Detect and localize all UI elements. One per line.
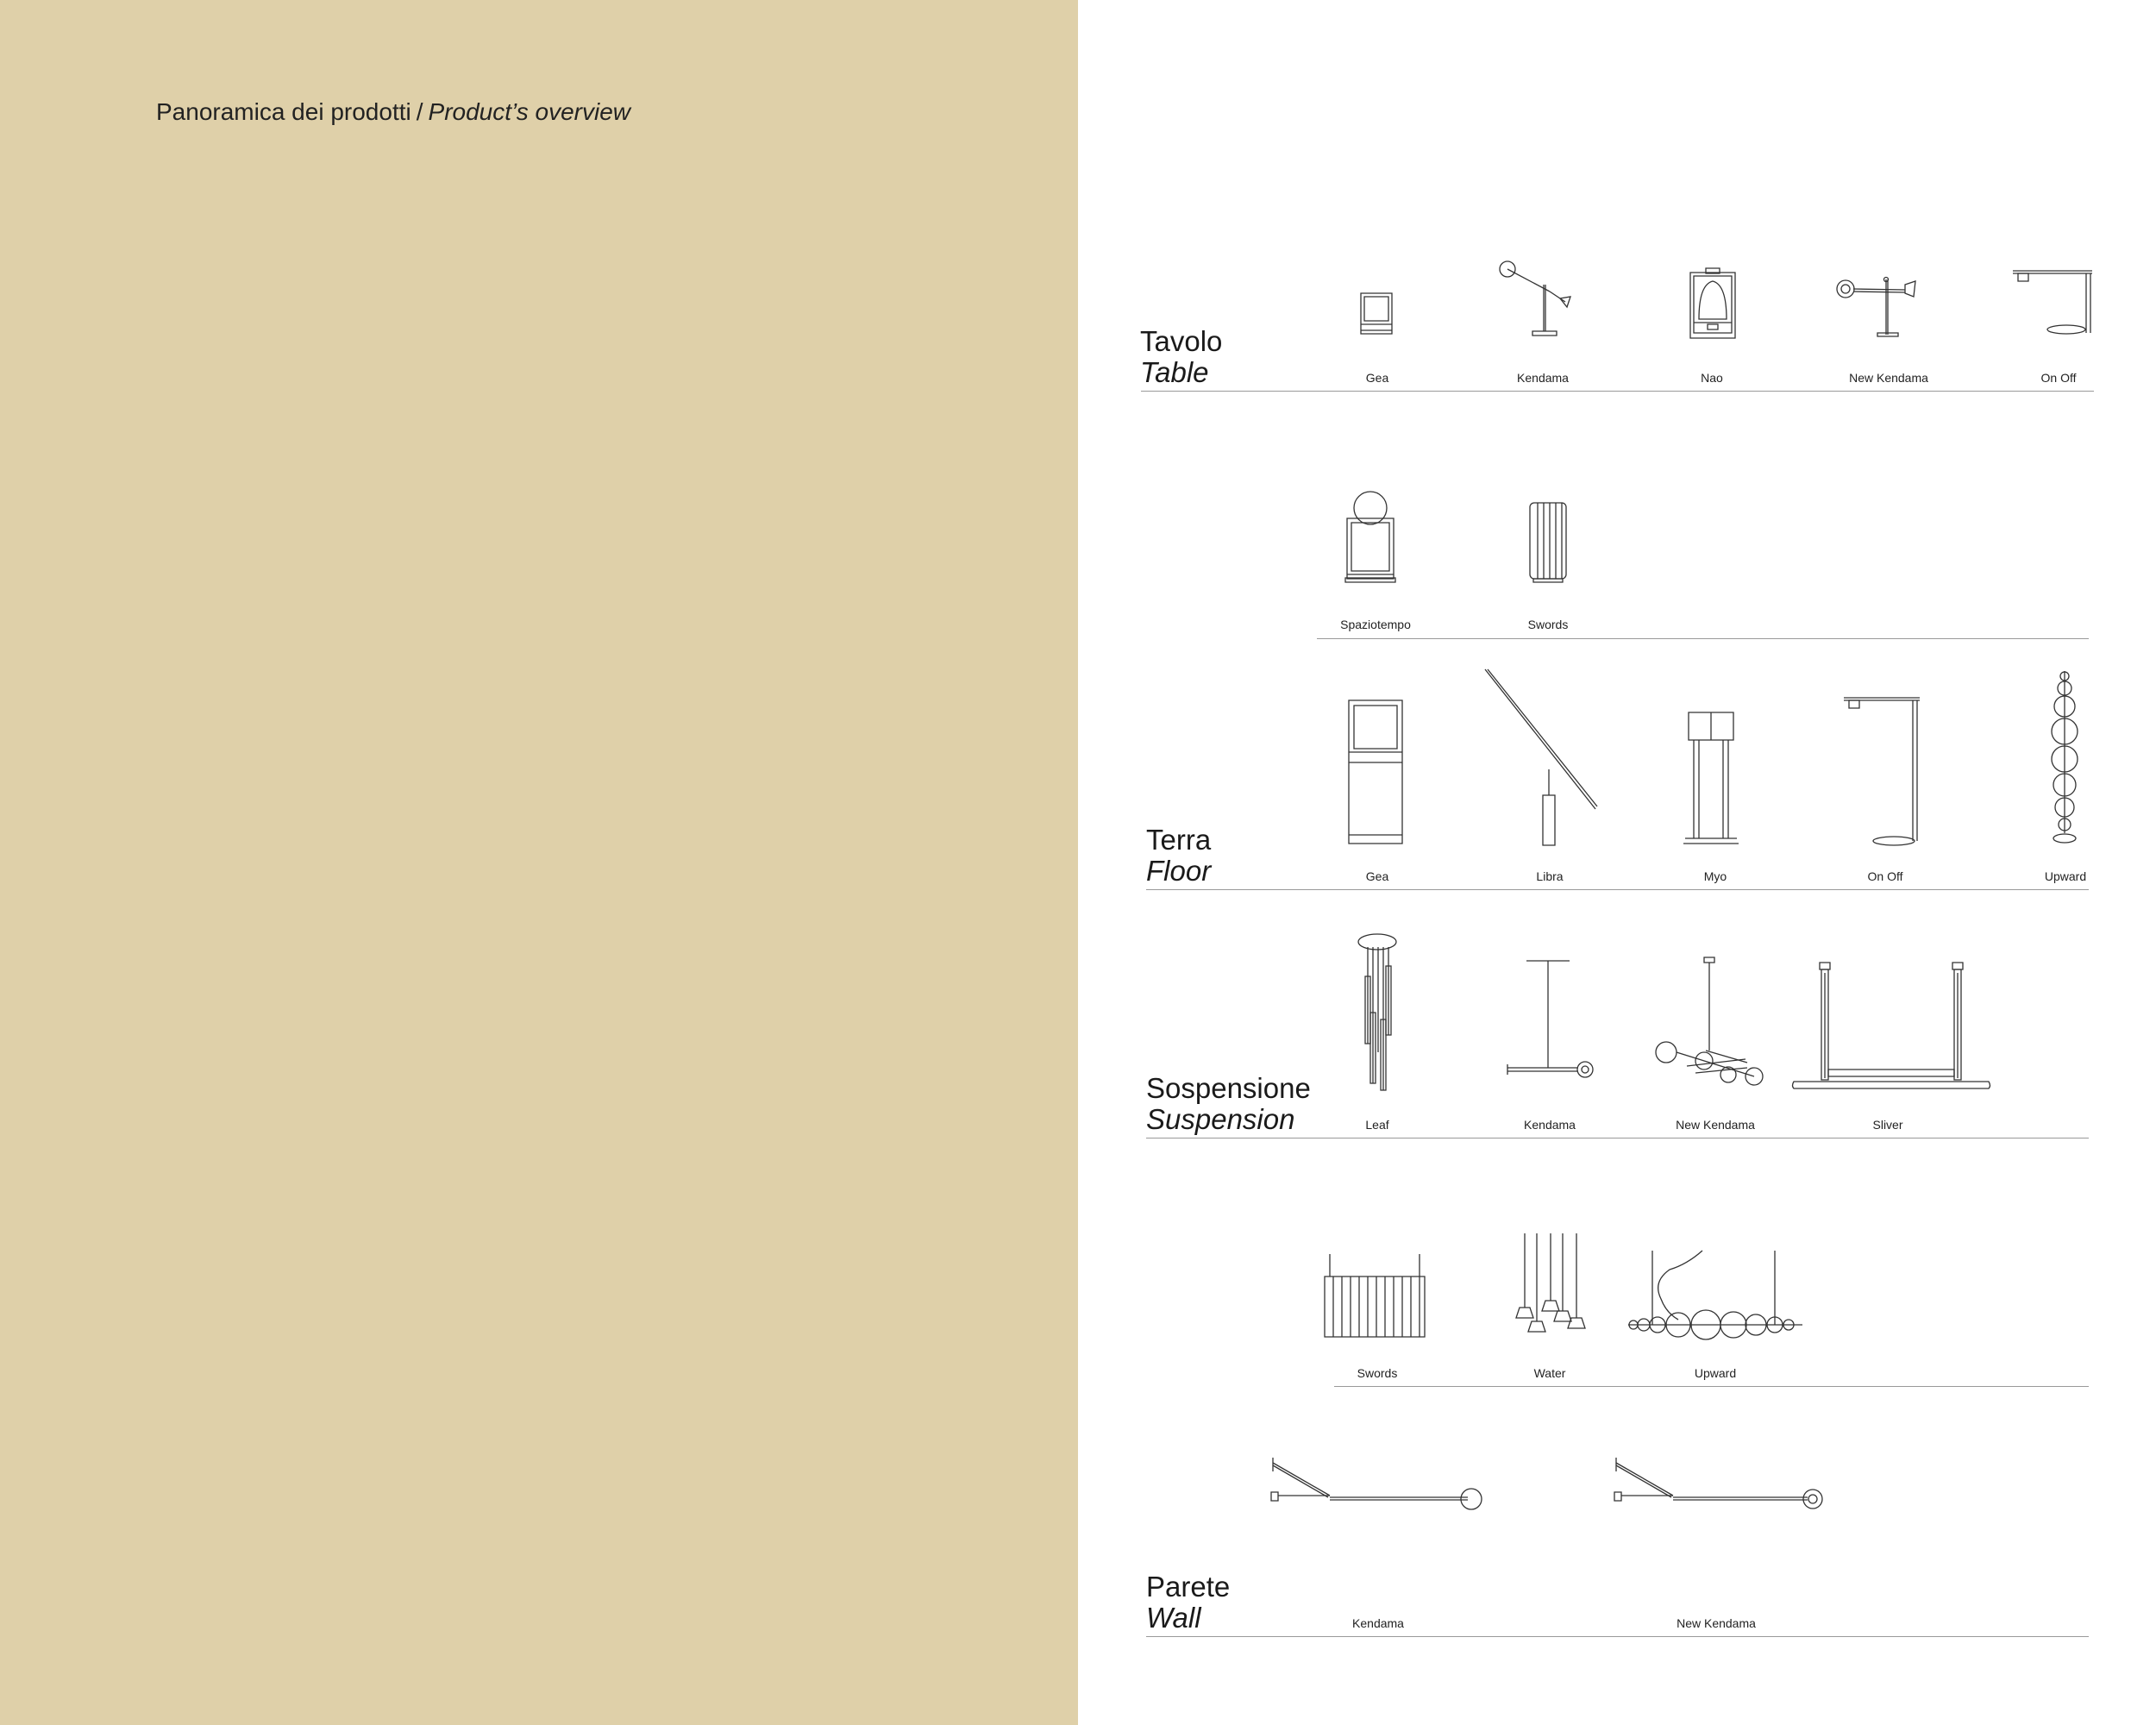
product-label: Water — [1533, 1366, 1566, 1380]
suspension-leaf-lamp-drawing — [1354, 932, 1401, 1092]
table-kendama-lamp-drawing — [1496, 259, 1574, 338]
product-label: Libra — [1536, 869, 1564, 883]
suspension-water-lamp-drawing — [1511, 1232, 1590, 1340]
floor-upward-lamp-drawing — [2047, 669, 2082, 847]
product-label: On Off — [1867, 869, 1903, 883]
product-label: Spaziotempo — [1340, 618, 1411, 631]
section-divider — [1141, 391, 2094, 392]
page-title — [156, 98, 630, 126]
floor-on-off-lamp-drawing — [1840, 694, 1923, 848]
suspension-upward-lamp-drawing — [1626, 1247, 1804, 1340]
table-on-off-lamp-drawing — [2009, 267, 2096, 336]
product-label: Swords — [1357, 1366, 1398, 1380]
wall-kendama-lamp-drawing — [1269, 1456, 1483, 1511]
product-label: New Kendama — [1849, 371, 1928, 385]
suspension-new-kendama-lamp-drawing — [1652, 956, 1770, 1085]
product-label: Nao — [1701, 371, 1723, 385]
category-wall-english: Wall — [1146, 1602, 1201, 1634]
category-floor-italian: Terra — [1146, 824, 1212, 856]
wall-new-kendama-lamp-drawing — [1613, 1456, 1827, 1511]
category-table-english: Table — [1140, 356, 1209, 388]
category-suspension-english: Suspension — [1146, 1103, 1295, 1135]
page-title-english: Product’s overview — [428, 98, 630, 125]
category-floor-heading — [1146, 825, 1211, 887]
category-table-italian: Tavolo — [1140, 325, 1223, 357]
product-label: New Kendama — [1676, 1118, 1755, 1132]
section-divider — [1334, 1386, 2089, 1387]
section-divider — [1146, 1636, 2089, 1637]
floor-myo-lamp-drawing — [1682, 709, 1740, 847]
category-wall-italian: Parete — [1146, 1571, 1231, 1603]
table-swords-lamp-drawing — [1526, 500, 1570, 583]
product-label: Gea — [1365, 869, 1389, 883]
product-label: New Kendama — [1677, 1616, 1756, 1630]
category-suspension-heading — [1146, 1073, 1311, 1135]
category-suspension-italian: Sospensione — [1146, 1072, 1311, 1104]
floor-libra-lamp-drawing — [1480, 666, 1601, 849]
table-new-kendama-lamp-drawing — [1834, 274, 1919, 338]
suspension-kendama-lamp-drawing — [1501, 957, 1595, 1078]
floor-gea-lamp-drawing — [1345, 697, 1406, 847]
page-title-italian: Panoramica dei prodotti — [156, 98, 411, 125]
category-table-heading — [1140, 326, 1222, 388]
product-label: Upward — [1694, 1366, 1737, 1380]
section-divider — [1317, 638, 2089, 639]
product-label: Kendama — [1517, 371, 1569, 385]
page-title-separator: / — [416, 98, 423, 125]
table-nao-lamp-drawing — [1687, 267, 1739, 340]
table-gea-lamp-drawing — [1356, 292, 1399, 335]
product-label: Gea — [1365, 371, 1389, 385]
product-label: Sliver — [1872, 1118, 1903, 1132]
category-floor-english: Floor — [1146, 855, 1212, 887]
section-divider — [1146, 889, 2089, 890]
product-label: Kendama — [1524, 1118, 1576, 1132]
product-label: Myo — [1703, 869, 1727, 883]
table-spaziotempo-lamp-drawing — [1344, 490, 1397, 583]
suspension-swords-lamp-drawing — [1321, 1251, 1428, 1340]
suspension-sliver-lamp-drawing — [1790, 961, 1992, 1090]
product-label: Swords — [1527, 618, 1569, 631]
product-label: Kendama — [1352, 1616, 1404, 1630]
product-label: On Off — [2040, 371, 2077, 385]
product-label: Leaf — [1365, 1118, 1389, 1132]
category-wall-heading — [1146, 1571, 1230, 1634]
product-label: Upward — [2044, 869, 2087, 883]
